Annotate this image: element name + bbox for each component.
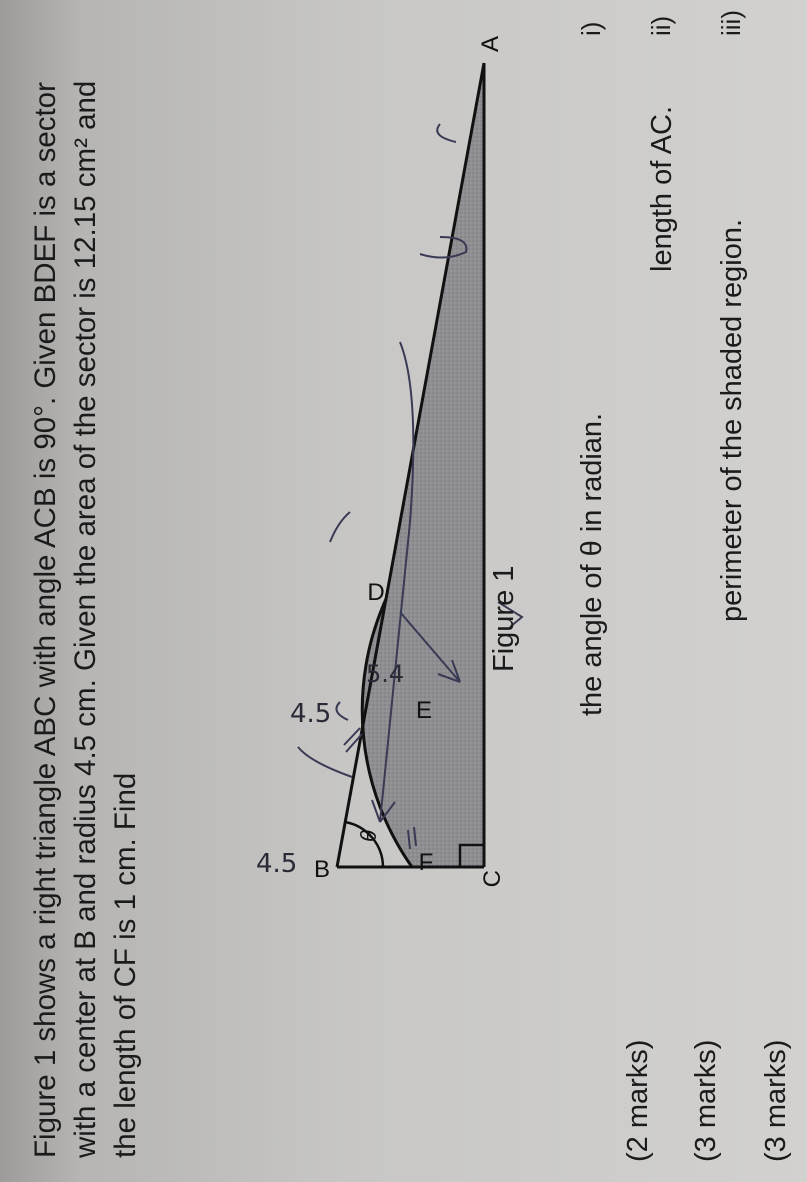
label-a: A: [477, 35, 504, 52]
handwritten-4-5-top: 4.5: [290, 699, 332, 729]
handwritten-4-5-right: 4.5: [256, 849, 298, 879]
question-2-marks: (3 marks): [690, 1039, 722, 1162]
label-b: B: [313, 856, 330, 883]
shaded-region: [362, 63, 484, 867]
label-theta: θ: [356, 830, 381, 842]
label-d: D: [367, 579, 385, 606]
label-c: C: [479, 870, 506, 888]
intro-line-1: Figure 1 shows a right triangle ABC with angle ACB is 90°. Given BDEF is a sector: [29, 82, 62, 1158]
handwritten-5-4: 5.4: [366, 660, 405, 688]
question-1-number: i): [576, 21, 606, 36]
question-3-number: iii): [716, 10, 746, 36]
label-f: F: [418, 849, 434, 876]
figure-caption: Figure 1: [488, 565, 520, 672]
question-2-text: length of AC.: [646, 105, 678, 272]
question-3-text: perimeter of the shaded region.: [716, 218, 748, 622]
label-e: E: [415, 697, 433, 724]
intro-line-3: the length of CF is 1 cm. Find: [109, 772, 142, 1158]
question-3-marks: (3 marks): [760, 1039, 792, 1162]
question-1-text: the angle of θ in radian.: [576, 412, 608, 716]
question-2-number: ii): [646, 15, 676, 36]
intro-line-2: with a center at B and radius 4.5 cm. Given the area of the sector is 12.15 cm² and: [69, 80, 102, 1158]
question-1-marks: (2 marks): [622, 1039, 654, 1162]
theta-arc: [345, 822, 383, 867]
